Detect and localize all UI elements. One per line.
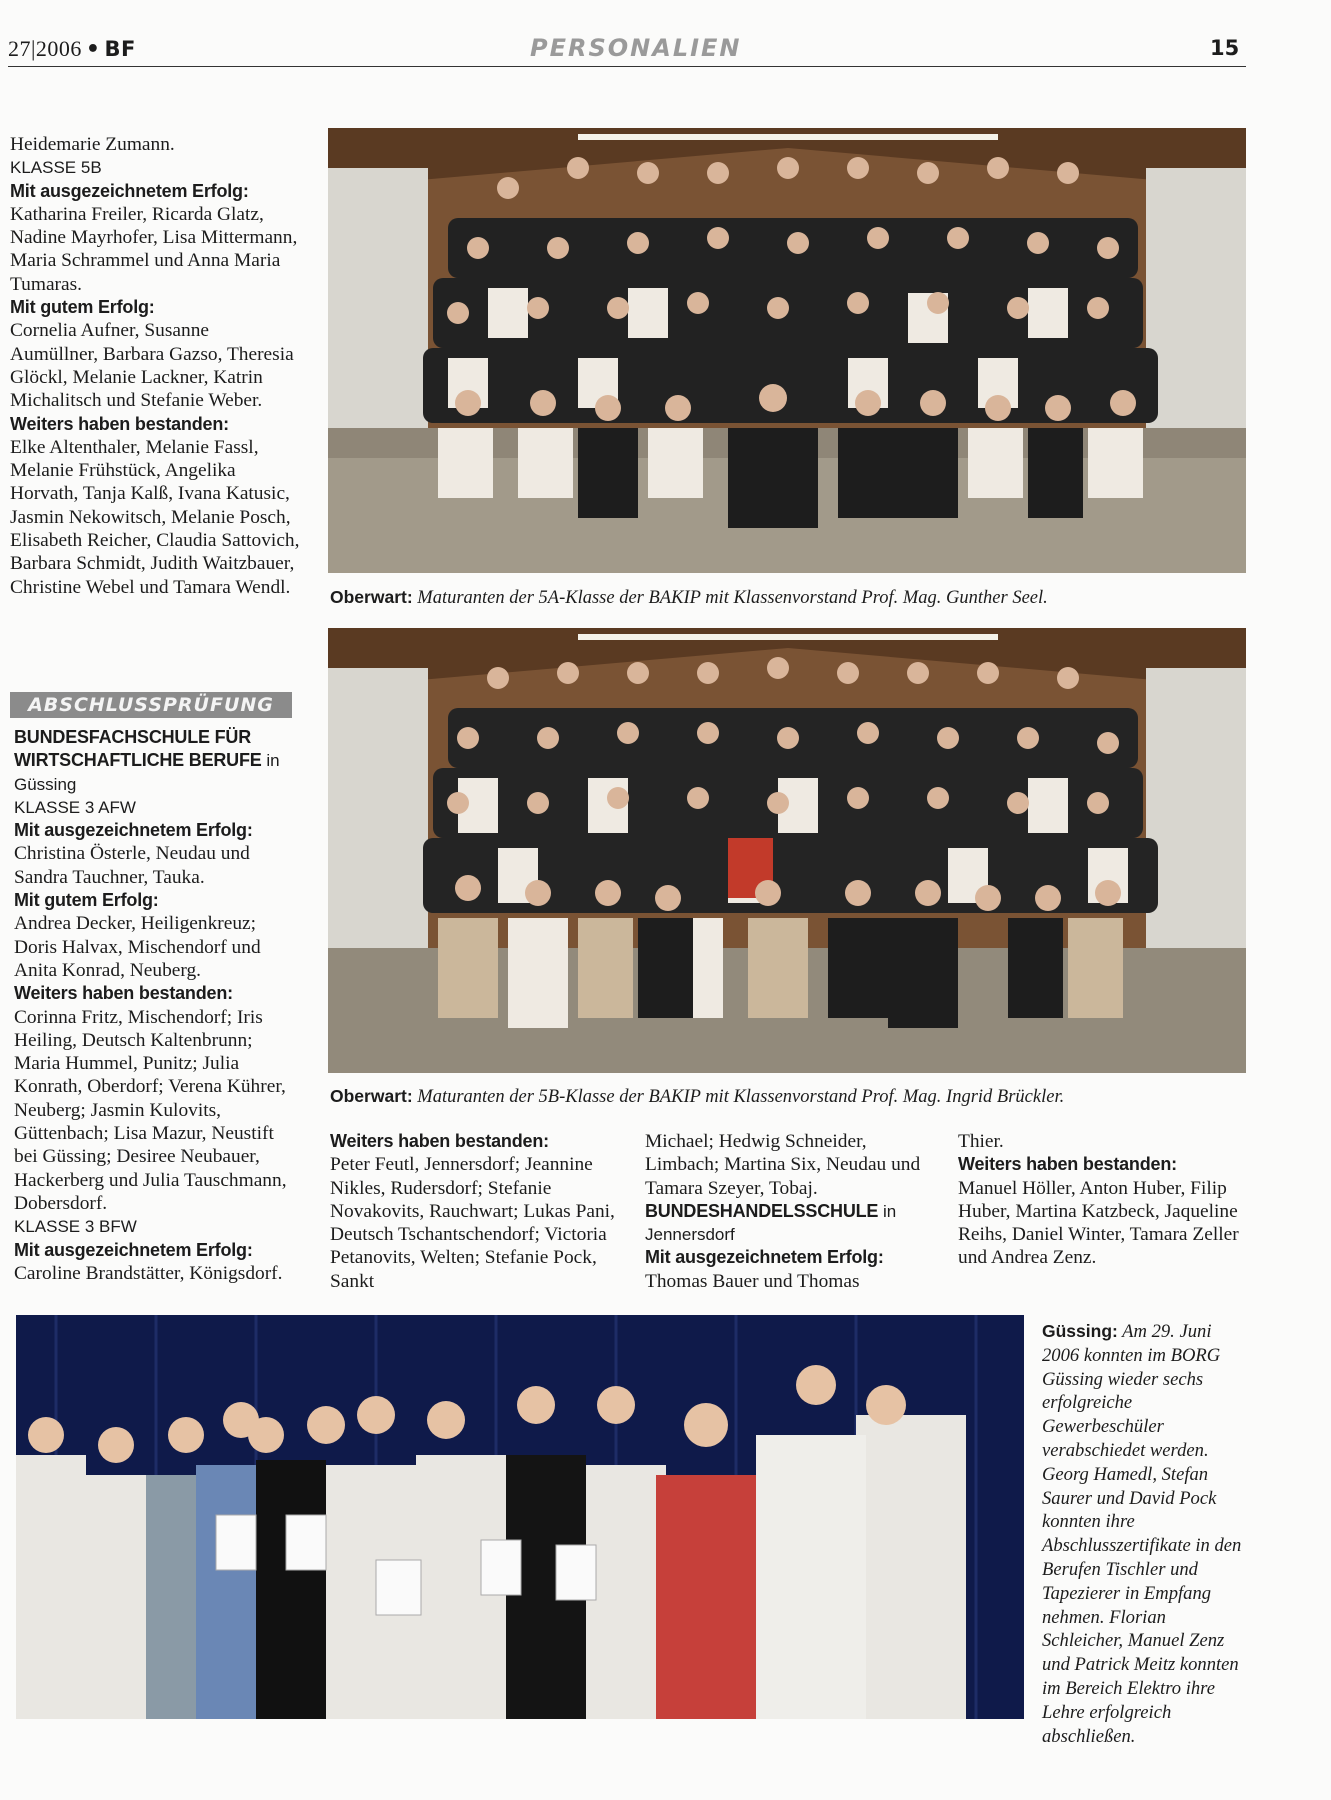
school-in: in [878, 1201, 897, 1221]
passed-label: Weiters haben bestanden: [330, 1131, 549, 1151]
caption-text: Am 29. Juni 2006 konnten im BORG Güssing wieder sechs erfolgreiche Gewerbeschüler verabschiedet werden. Georg Hamedl, Stefan Saurer und David Pock konnten ihre Abschlusszertifikate in den Berufen Tischler und Tapezierer in Empfang nehmen. Florian Schleicher, Manuel Zenz und Patrick Meitz konnten im Bereich Elektro ihre Lehre erfolgreich abschließen. [1042, 1321, 1242, 1747]
excellent-label: Mit ausgezeichnetem Erfolg: [645, 1247, 884, 1268]
class-photo-5a [328, 128, 1246, 573]
passed-names: Corinna Fritz, Mischendorf; Iris Heiling, Deutsch Kaltenbrunn; Maria Hummel, Punitz; Julia Konrath, Oberdorf; Verena Kührer, Neuberg; Jasmin Kulovits, Güttenbach; Lisa Mazur, Neustift bei Güssing; Desiree Neubauer, Hackerberg und Julia Tauschmann, Dobersdorf. [14, 1006, 287, 1214]
good-names: Andrea Decker, Heiligenkreuz; Doris Halvax, Mischendorf und Anita Konrad, Neuberg. [14, 913, 261, 981]
passed-label: Weiters haben bestanden: [14, 983, 233, 1004]
school-name: BUNDESHANDELSSCHULE [645, 1200, 879, 1221]
good-label: Mit gutem Erfolg: [14, 890, 159, 911]
top-name: Heidemarie Zumann. [10, 134, 175, 155]
excellent-names: Thomas Bauer und Thomas [645, 1270, 860, 1292]
caption-text: Maturanten der 5B-Klasse der BAKIP mit Klassenvorstand Prof. Mag. Ingrid Brückler. [412, 1087, 1065, 1107]
class-label: KLASSE 3 AFW [14, 797, 136, 817]
caption-place: Güssing: [1042, 1321, 1118, 1341]
good-names: Cornelia Aufner, Susanne Aumüllner, Barbara Gazso, Theresia Glöckl, Melanie Lackner, Katrin Michalitsch und Stefanie Weber. [10, 320, 294, 412]
good-label: Mit gutem Erfolg: [10, 297, 155, 318]
bottom-column-2 [645, 1130, 930, 1293]
excellent-names: Christina Österle, Neudau und Sandra Tauchner, Tauka. [14, 843, 250, 888]
class-label: KLASSE 5B [10, 158, 102, 178]
issue-number: 27|2006 [8, 36, 82, 61]
bullet-icon: • [85, 37, 101, 62]
graduates-photo [16, 1315, 1024, 1719]
passed-label: Weiters haben bestanden: [958, 1154, 1177, 1175]
group-photo-icon [328, 128, 1246, 573]
left-column [10, 133, 300, 599]
passed-names: Elke Altenthaler, Melanie Fassl, Melanie Frühstück, Angelika Horvath, Tanja Kalß, Ivana Katusic, Jasmin Nekowitsch, Melanie Posch, Elisabeth Reicher, Claudia Sattovich, Barbara Schmidt, Judith Waitzbauer, Christine Webel und Tamara Wendl. [10, 436, 300, 598]
left-column-lower [14, 726, 294, 1285]
section-title: PERSONALIEN [530, 34, 742, 62]
class-photo-5b [328, 628, 1246, 1073]
exam-banner: ABSCHLUSSPRÜFUNG [10, 692, 292, 718]
photo-caption [330, 586, 1250, 609]
excellent-names: Caroline Brandstätter, Königsdorf. [14, 1262, 283, 1284]
school-name: BUNDESFACHSCHULE FÜR WIRTSCHAFTLICHE BERUFE [14, 727, 262, 771]
caption-place: Oberwart: [330, 1086, 413, 1106]
group-photo-icon [16, 1315, 1024, 1719]
continued-names: Thier. [958, 1131, 1004, 1152]
photo-caption [330, 1085, 1250, 1108]
passed-names: Manuel Höller, Anton Huber, Filip Huber, Martina Katzbeck, Jaqueline Reihs, Daniel Winter, Tamara Zeller und Andrea Zenz. [958, 1177, 1239, 1269]
page-number: 15 [1210, 36, 1240, 60]
excellent-label: Mit ausgezeichnetem Erfolg: [14, 1239, 253, 1260]
caption-text: Maturanten der 5A-Klasse der BAKIP mit Klassenvorstand Prof. Mag. Gunther Seel. [412, 588, 1048, 608]
bottom-column-3 [958, 1130, 1248, 1270]
issue-header [8, 36, 136, 62]
publication-name: BF [104, 37, 136, 61]
passed-names: Michael; Hedwig Schneider, Limbach; Martina Six, Neudau und Tamara Szeyer, Tobaj. [645, 1131, 921, 1199]
excellent-names: Katharina Freiler, Ricarda Glatz, Nadine Mayrhofer, Lisa Mittermann, Maria Schrammel und Anna Maria Tumaras. [10, 203, 298, 295]
excellent-label: Mit ausgezeichnetem Erfolg: [10, 180, 249, 201]
passed-names: Peter Feutl, Jennersdorf; Jeannine Nikles, Rudersdorf; Stefanie Novakovits, Rauchwart; Lukas Pani, Deutsch Tschantschendorf; Victoria Petanovits, Welten; Stefanie Pock, Sankt [330, 1154, 615, 1292]
school-location: Jennersdorf [645, 1225, 735, 1245]
group-photo-icon [328, 628, 1246, 1073]
excellent-label: Mit ausgezeichnetem Erfolg: [14, 820, 253, 841]
header-rule [8, 66, 1246, 67]
class-label: KLASSE 3 BFW [14, 1217, 137, 1237]
caption-place: Oberwart: [330, 587, 413, 607]
school-location: in Güssing [14, 751, 280, 794]
passed-label: Weiters haben bestanden: [10, 413, 229, 434]
bottom-column-1 [330, 1130, 615, 1293]
side-caption [1042, 1320, 1247, 1748]
